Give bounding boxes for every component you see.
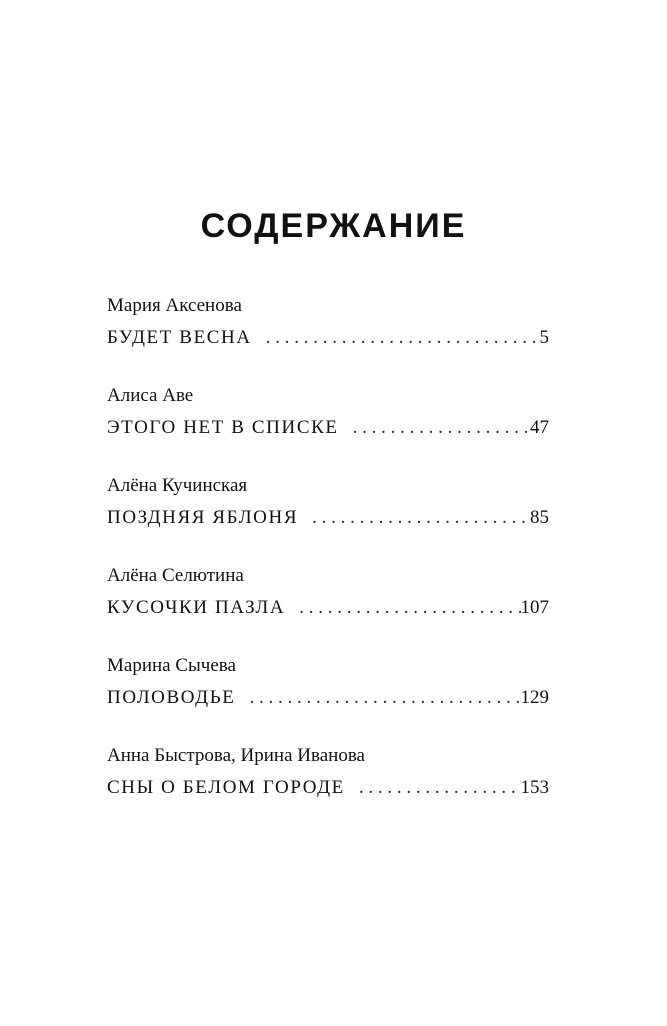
- entry-author: Алёна Кучинская: [107, 475, 248, 496]
- entry-title[interactable]: ЭТОГО НЕТ В СПИСКЕ: [107, 417, 339, 438]
- entry-author: Алёна Селютина: [107, 565, 244, 586]
- entry-line[interactable]: [107, 772, 549, 804]
- entry-page-number[interactable]: 107: [520, 597, 549, 618]
- entry-page-number[interactable]: 47: [530, 417, 549, 438]
- entry-author: Мария Аксенова: [107, 295, 242, 316]
- entry-title[interactable]: БУДЕТ ВЕСНА: [107, 327, 252, 348]
- table-of-contents: [107, 292, 549, 832]
- entry-page-number[interactable]: 153: [520, 777, 549, 798]
- dot-leader: [235, 682, 520, 714]
- toc-entry: [107, 292, 549, 382]
- entry-author: Марина Сычева: [107, 655, 236, 676]
- toc-entry: [107, 472, 549, 562]
- dot-leader: [339, 412, 530, 444]
- entry-title[interactable]: ПОЛОВОДЬЕ: [107, 687, 236, 708]
- dot-leader: [345, 772, 521, 804]
- entry-line[interactable]: [107, 322, 549, 354]
- entry-author: Алиса Аве: [107, 385, 194, 406]
- toc-entry: [107, 742, 549, 832]
- entry-page-number[interactable]: 5: [539, 327, 549, 348]
- toc-entry: [107, 382, 549, 472]
- entry-line[interactable]: [107, 412, 549, 444]
- toc-entry: [107, 562, 549, 652]
- dot-leader: [252, 322, 540, 354]
- dot-leader: [285, 592, 520, 624]
- entry-page-number[interactable]: 129: [520, 687, 549, 708]
- entry-title[interactable]: ПОЗДНЯЯ ЯБЛОНЯ: [107, 507, 299, 528]
- toc-entry: [107, 652, 549, 742]
- dot-leader: [298, 502, 530, 534]
- entry-author: Анна Быстрова, Ирина Иванова: [107, 745, 365, 766]
- entry-line[interactable]: [107, 502, 549, 534]
- entry-title[interactable]: СНЫ О БЕЛОМ ГОРОДЕ: [107, 777, 345, 798]
- entry-line[interactable]: [107, 682, 549, 714]
- entry-title[interactable]: КУСОЧКИ ПАЗЛА: [107, 597, 286, 618]
- entry-line[interactable]: [107, 592, 549, 624]
- entry-page-number[interactable]: 85: [530, 507, 549, 528]
- page-title: СОДЕРЖАНИЕ: [200, 207, 467, 245]
